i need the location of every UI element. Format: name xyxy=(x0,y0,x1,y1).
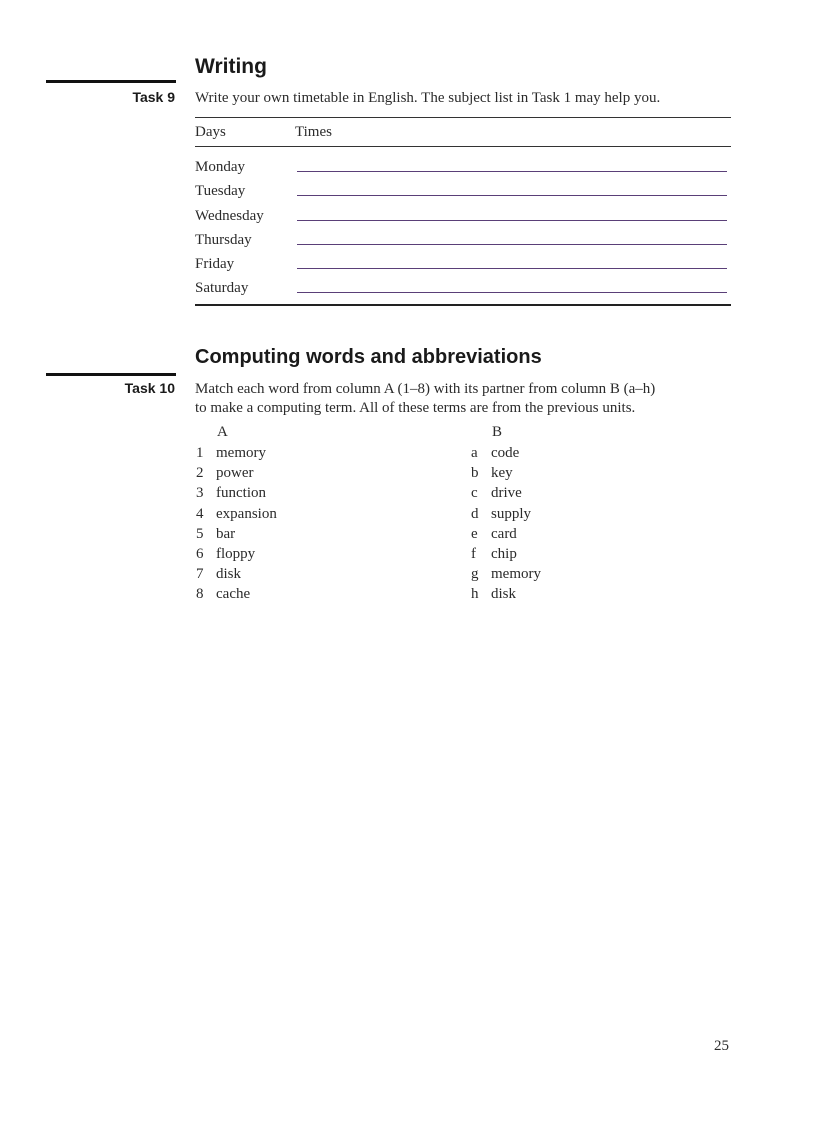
column-b-item xyxy=(471,463,513,483)
task9-instruction: Write your own timetable in English. The subject list in Task 1 may help you. xyxy=(195,90,661,106)
item-letter: d xyxy=(471,505,479,522)
item-number: 5 xyxy=(196,525,204,542)
task10-label: Task 10 xyxy=(124,380,175,396)
item-letter: a xyxy=(471,445,478,461)
item-word: power xyxy=(216,465,254,482)
item-word: drive xyxy=(491,485,522,502)
column-a-item xyxy=(196,483,266,503)
column-a-item xyxy=(196,524,235,544)
item-letter: f xyxy=(471,546,476,562)
item-letter: c xyxy=(471,485,478,502)
day-label: Thursday xyxy=(195,232,252,248)
times-write-line[interactable] xyxy=(297,268,727,269)
column-a-header: A xyxy=(217,424,228,440)
times-write-line[interactable] xyxy=(297,244,727,245)
item-word: chip xyxy=(491,546,517,562)
item-word: function xyxy=(216,485,266,502)
days-header: Days xyxy=(195,124,226,140)
day-label: Monday xyxy=(195,159,245,175)
item-letter: e xyxy=(471,525,478,542)
day-label: Tuesday xyxy=(195,183,246,199)
item-number: 8 xyxy=(196,586,204,603)
timetable-top-rule xyxy=(195,117,731,118)
column-b-item xyxy=(471,443,519,463)
item-number: 3 xyxy=(196,485,204,502)
item-number: 1 xyxy=(196,445,204,461)
item-word: memory xyxy=(491,566,541,583)
column-b-item xyxy=(471,584,516,604)
item-letter: b xyxy=(471,465,479,482)
item-word: card xyxy=(491,525,517,542)
item-number: 7 xyxy=(196,566,204,583)
item-word: supply xyxy=(491,505,532,522)
computing-heading: Computing words and abbreviations xyxy=(195,346,542,368)
times-write-line[interactable] xyxy=(297,171,727,172)
column-a-item xyxy=(196,463,254,483)
column-b-item xyxy=(471,524,517,544)
column-b-item xyxy=(471,544,517,564)
column-a-item xyxy=(196,564,241,584)
task9-label: Task 9 xyxy=(132,89,175,105)
column-b-item xyxy=(471,564,541,584)
item-word: bar xyxy=(216,525,236,542)
times-write-line[interactable] xyxy=(297,220,727,221)
writing-heading: Writing xyxy=(195,55,267,78)
page-number: 25 xyxy=(714,1038,729,1054)
item-word: disk xyxy=(216,566,242,583)
item-number: 2 xyxy=(196,465,204,482)
column-a-item xyxy=(196,584,250,604)
task9-rule xyxy=(46,80,176,83)
item-word: code xyxy=(491,445,520,461)
column-b-item xyxy=(471,483,522,503)
times-header: Times xyxy=(295,124,332,140)
timetable-bottom-rule xyxy=(195,304,731,306)
column-a-item xyxy=(196,443,266,463)
timetable-header-rule xyxy=(195,146,731,147)
item-word: key xyxy=(491,465,513,482)
day-label: Wednesday xyxy=(195,208,264,224)
item-letter: h xyxy=(471,586,479,603)
column-b-item xyxy=(471,504,531,524)
times-write-line[interactable] xyxy=(297,195,727,196)
task10-instruction-line2: to make a computing term. All of these terms are from the previous units. xyxy=(195,400,636,416)
column-a-item xyxy=(196,504,277,524)
column-b-header: B xyxy=(492,424,503,440)
column-a-item xyxy=(196,544,255,564)
item-number: 4 xyxy=(196,505,204,522)
task10-rule xyxy=(46,373,176,376)
task10-instruction-line1: Match each word from column A (1–8) with its partner from column B (a–h) xyxy=(195,381,656,397)
item-word: cache xyxy=(216,586,251,603)
times-write-line[interactable] xyxy=(297,292,727,293)
item-word: floppy xyxy=(216,546,256,562)
day-label: Friday xyxy=(195,256,235,272)
item-word: disk xyxy=(491,586,517,603)
item-letter: g xyxy=(471,566,479,583)
day-label: Saturday xyxy=(195,280,249,296)
item-word: expansion xyxy=(216,505,277,522)
item-number: 6 xyxy=(196,546,204,562)
item-word: memory xyxy=(216,445,266,461)
